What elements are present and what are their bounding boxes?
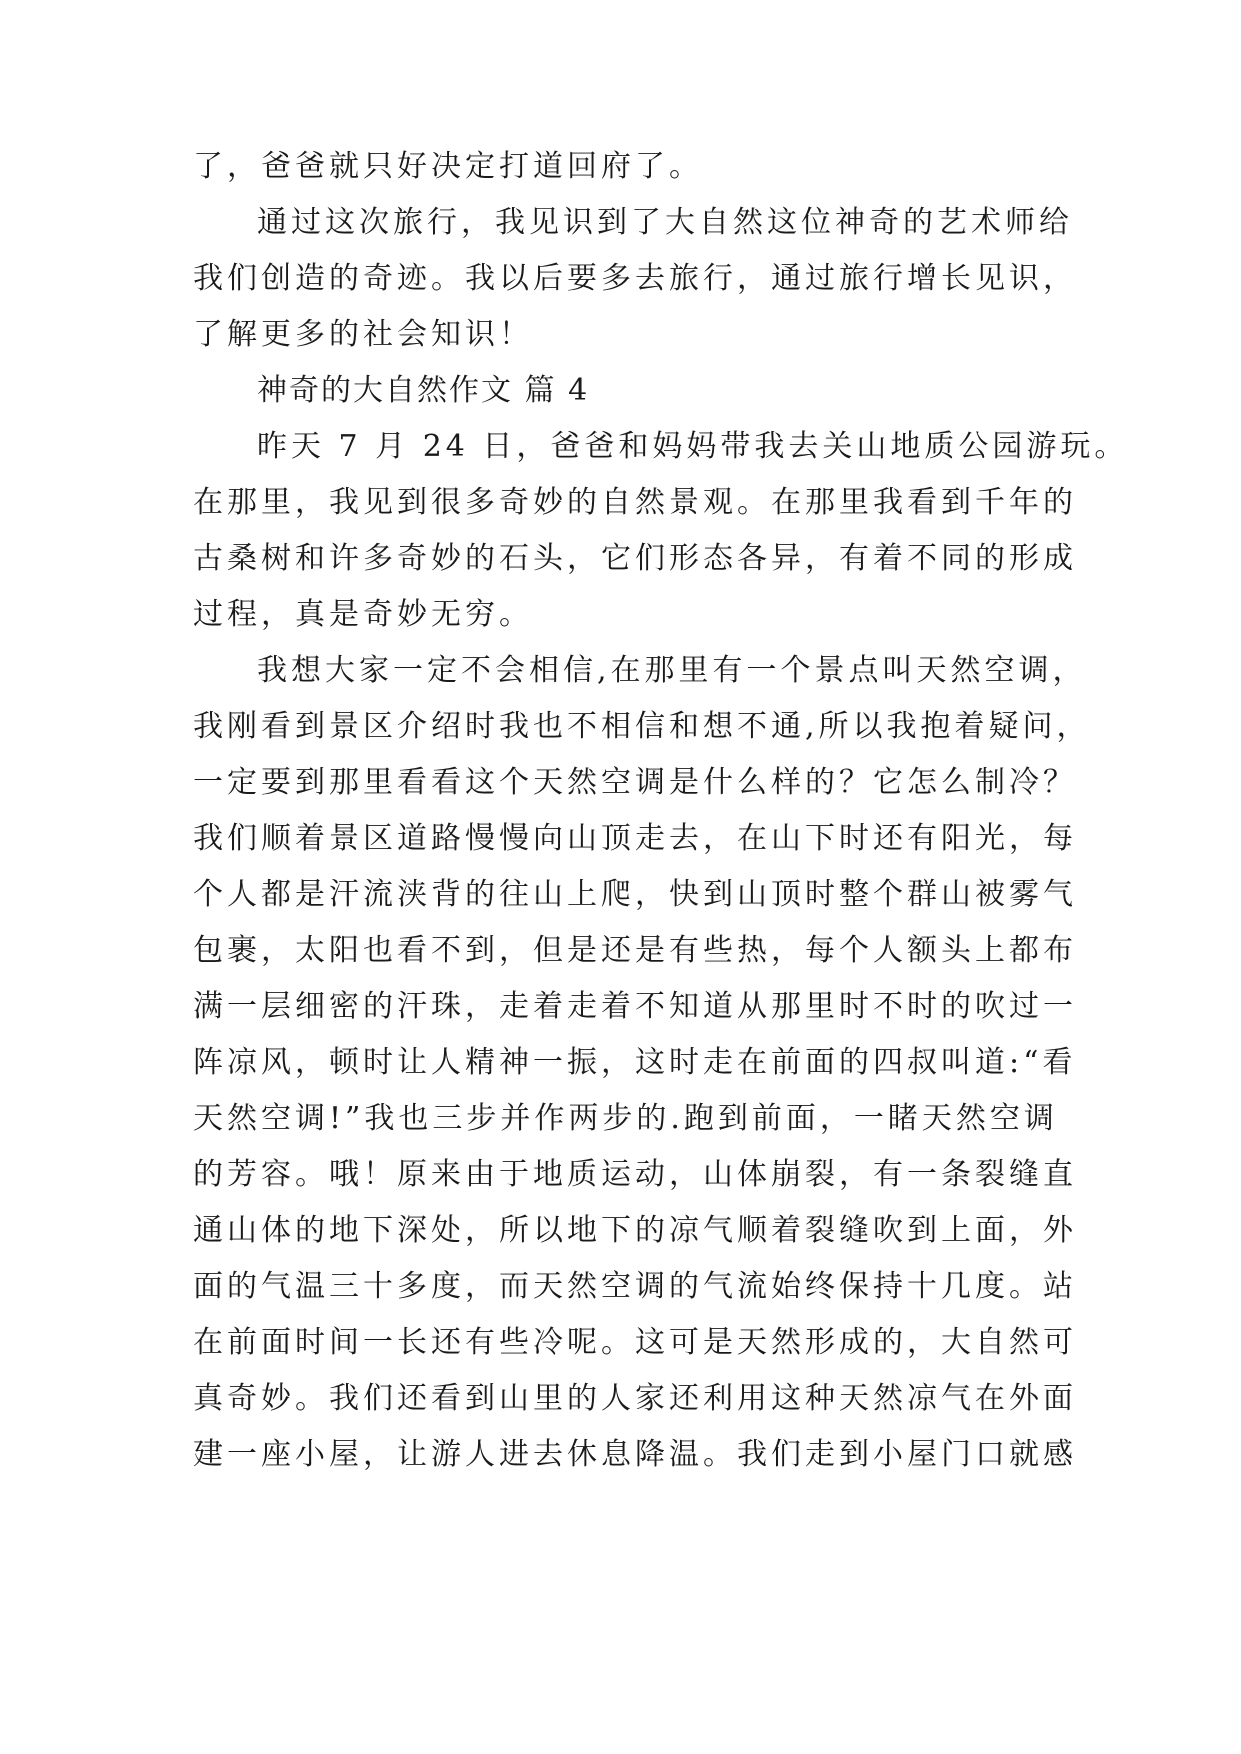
text-line: 包裹，太阳也看不到，但是还是有些热，每个人额头上都布 [193,933,1077,968]
text-line: 过程，真是奇妙无穷。 [193,597,533,632]
text-line: 天然空调!”我也三步并作两步的.跑到前面，一睹天然空调 [193,1101,1058,1136]
text-line: 真奇妙。我们还看到山里的人家还利用这种天然凉气在外面 [193,1381,1077,1416]
text-line: 满一层细密的汗珠，走着走着不知道从那里时不时的吹过一 [193,989,1077,1024]
text-line: 在前面时间一长还有些冷呢。这可是天然形成的，大自然可 [193,1325,1077,1360]
text-line: 一定要到那里看看这个天然空调是什么样的？它怎么制冷？ [193,765,1077,800]
text-line: 通过这次旅行，我见识到了大自然这位神奇的艺术师给 [257,205,1073,240]
text-line: 建一座小屋，让游人进去休息降温。我们走到小屋门口就感 [193,1437,1077,1472]
text-line: 在那里，我见到很多奇妙的自然景观。在那里我看到千年的 [193,485,1077,520]
text-line: 昨天 7 月 24 日，爸爸和妈妈带我去关山地质公园游玩。 [257,429,1129,464]
text-line: 了，爸爸就只好决定打道回府了。 [193,149,703,184]
text-line: 阵凉风，顿时让人精神一振，这时走在前面的四叔叫道:“看 [193,1045,1077,1080]
text-line: 的芳容。哦！原来由于地质运动，山体崩裂，有一条裂缝直 [193,1157,1077,1192]
text-line: 个人都是汗流浃背的往山上爬，快到山顶时整个群山被雾气 [193,877,1077,912]
text-line: 我刚看到景区介绍时我也不相信和想不通,所以我抱着疑问， [193,709,1091,744]
section-heading: 神奇的大自然作文 篇 4 [257,373,590,408]
text-line: 我们顺着景区道路慢慢向山顶走去，在山下时还有阳光，每 [193,821,1077,856]
text-line: 古桑树和许多奇妙的石头，它们形态各异，有着不同的形成 [193,541,1077,576]
text-line: 面的气温三十多度，而天然空调的气流始终保持十几度。站 [193,1269,1077,1304]
text-line: 我想大家一定不会相信,在那里有一个景点叫天然空调， [257,653,1087,688]
text-line: 通山体的地下深处，所以地下的凉气顺着裂缝吹到上面，外 [193,1213,1077,1248]
text-line: 我们创造的奇迹。我以后要多去旅行，通过旅行增长见识， [193,261,1077,296]
text-line: 了解更多的社会知识！ [193,317,533,352]
